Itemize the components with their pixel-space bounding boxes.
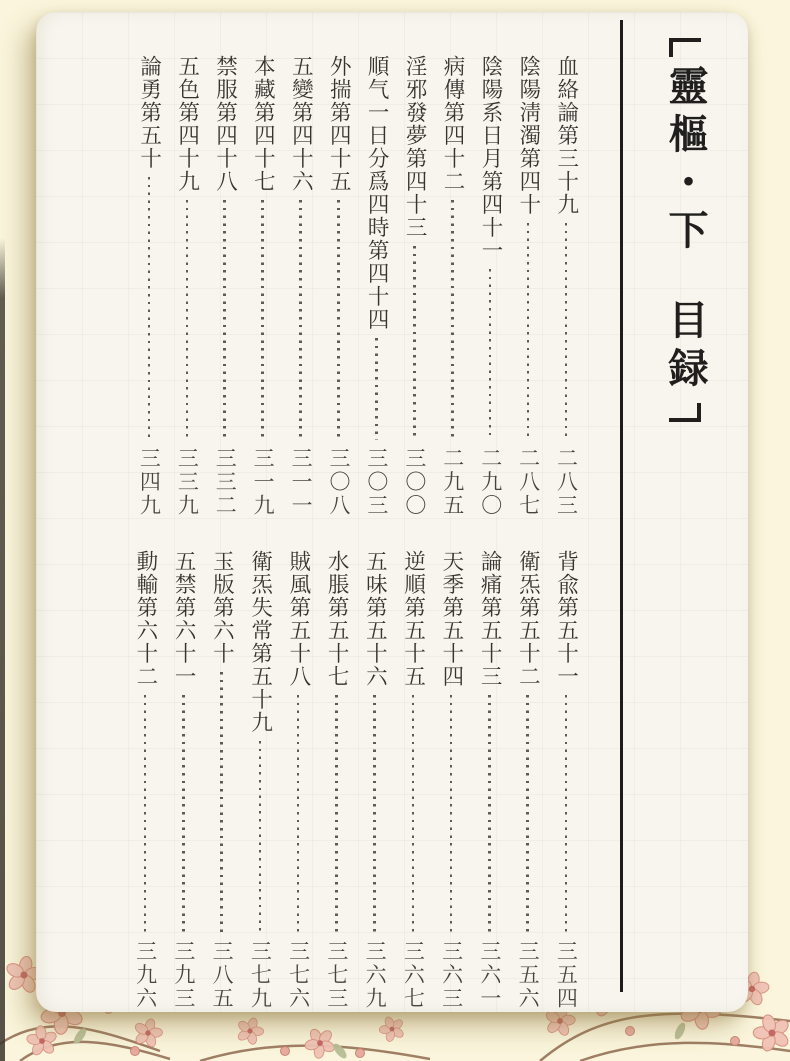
dotted-leader [335,695,338,933]
dotted-leader [223,200,226,440]
book-title-sub: 目録 [662,299,709,395]
toc-entry [126,550,164,1010]
toc-section-lower [126,550,585,1010]
toc-entry [320,55,358,517]
entry-title: 賊風第五十八 [285,550,311,688]
toc-entry [547,550,585,1010]
toc-entry [471,55,509,517]
entry-title: 天季第五十四 [438,550,464,688]
dotted-leader [375,338,378,440]
toc-entry [547,55,585,517]
entry-title: 玉版第六十 [209,550,235,665]
entry-title: 病傳第四十二 [440,55,466,193]
entry-title: 逆順第五十五 [400,550,426,688]
dotted-leader [144,695,147,933]
dotted-leader [450,695,453,933]
entry-page-number: 三〇三 [364,446,389,517]
entry-title: 陰陽淸濁第四十 [515,55,541,216]
toc-entry [282,55,320,517]
entry-title: 血絡論第三十九 [553,55,579,216]
toc-entry [394,550,432,1010]
entry-title: 本藏第四十七 [250,55,276,193]
dotted-leader [526,695,529,933]
toc-entry [432,550,470,1010]
toc-entry [279,550,317,1010]
dotted-leader [565,223,568,440]
entry-page-number: 三一一 [289,446,314,517]
corner-bracket-open-icon [669,38,701,57]
entry-title: 外揣第四十五 [326,55,352,193]
toc-entry [433,55,471,517]
dotted-leader [451,200,454,440]
toc-entry [317,550,355,1010]
book-title [636,38,734,422]
entry-title: 五色第四十九 [174,55,200,193]
entry-page-number: 三一九 [251,446,276,517]
dotted-leader [259,741,262,933]
entry-title: 論勇第五十 [136,55,162,170]
toc-entry [168,55,206,517]
entry-page-number: 二九五 [440,446,465,517]
entry-title: 論痛第五十三 [477,550,503,688]
dotted-leader [527,223,530,440]
dotted-leader [413,246,416,440]
entry-page-number: 三〇八 [327,446,351,517]
entry-page-number: 三五四 [554,939,579,1010]
toc-section-upper [130,55,585,517]
dotted-leader [182,695,185,933]
entry-page-number: 三八五 [210,939,235,1010]
dotted-leader [337,200,340,440]
entry-page-number: 三七六 [286,939,311,1010]
entry-page-number: 三七九 [248,939,273,1010]
toc-entry [203,550,241,1010]
entry-page-number: 三九三 [171,939,196,1010]
entry-page-number: 三四九 [137,446,162,517]
dotted-leader [373,695,376,933]
entry-title: 衛炁失常第五十九 [247,550,273,734]
toc-entry [241,550,279,1010]
entry-page-number: 三六九 [363,939,388,1010]
entry-title: 順气一日分爲四時第四十四 [364,55,390,331]
dotted-leader [297,695,300,933]
toc-entry [206,55,244,517]
entry-page-number: 三六七 [401,939,426,1010]
toc-entry [395,55,433,517]
toc-entry [244,55,282,517]
book-spine-edge [0,238,5,1061]
toc-entry [357,55,395,517]
entry-page-number: 三七三 [324,939,349,1010]
toc-entry [356,550,394,1010]
toc-entry [470,550,508,1010]
entry-title: 水脹第五十七 [324,550,350,688]
toc-entry [509,55,547,517]
entry-title: 衛炁第五十二 [515,550,541,688]
entry-title: 淫邪發夢第四十三 [402,55,428,239]
entry-title: 背兪第五十一 [553,550,579,688]
book-page [36,12,748,1012]
dotted-leader [186,200,189,440]
entry-page-number: 二八七 [516,446,541,517]
dotted-leader [148,177,151,440]
entry-page-number: 三六一 [477,939,502,1010]
entry-page-number: 二八三 [554,446,579,517]
entry-title: 動輸第六十二 [132,550,158,688]
entry-page-number: 三九六 [133,939,158,1010]
entry-title: 禁服第四十八 [212,55,238,193]
toc-entry [164,550,202,1010]
dotted-leader [488,695,491,933]
dotted-leader [299,200,302,440]
entry-page-number: 二九〇 [478,446,503,517]
dotted-leader [220,672,223,933]
dotted-leader [489,269,492,440]
entry-title: 五變第四十六 [288,55,314,193]
entry-page-number: 三三九 [175,446,200,517]
entry-title: 陰陽系日月第四十一 [477,55,503,262]
entry-page-number: 三五六 [516,939,541,1010]
corner-bracket-close-icon [669,403,701,422]
entry-page-number: 三六三 [439,939,464,1010]
dotted-leader [412,695,415,933]
book-title-main: 靈樞・下 [662,65,709,257]
title-divider-line [620,20,623,992]
dotted-leader [565,695,568,933]
toc-entry [130,55,168,517]
entry-title: 五禁第六十一 [171,550,197,688]
entry-title: 五味第五十六 [362,550,388,688]
entry-page-number: 三三二 [213,446,238,517]
entry-page-number: 三〇〇 [402,446,427,517]
dotted-leader [261,200,264,440]
toc-entry [509,550,547,1010]
